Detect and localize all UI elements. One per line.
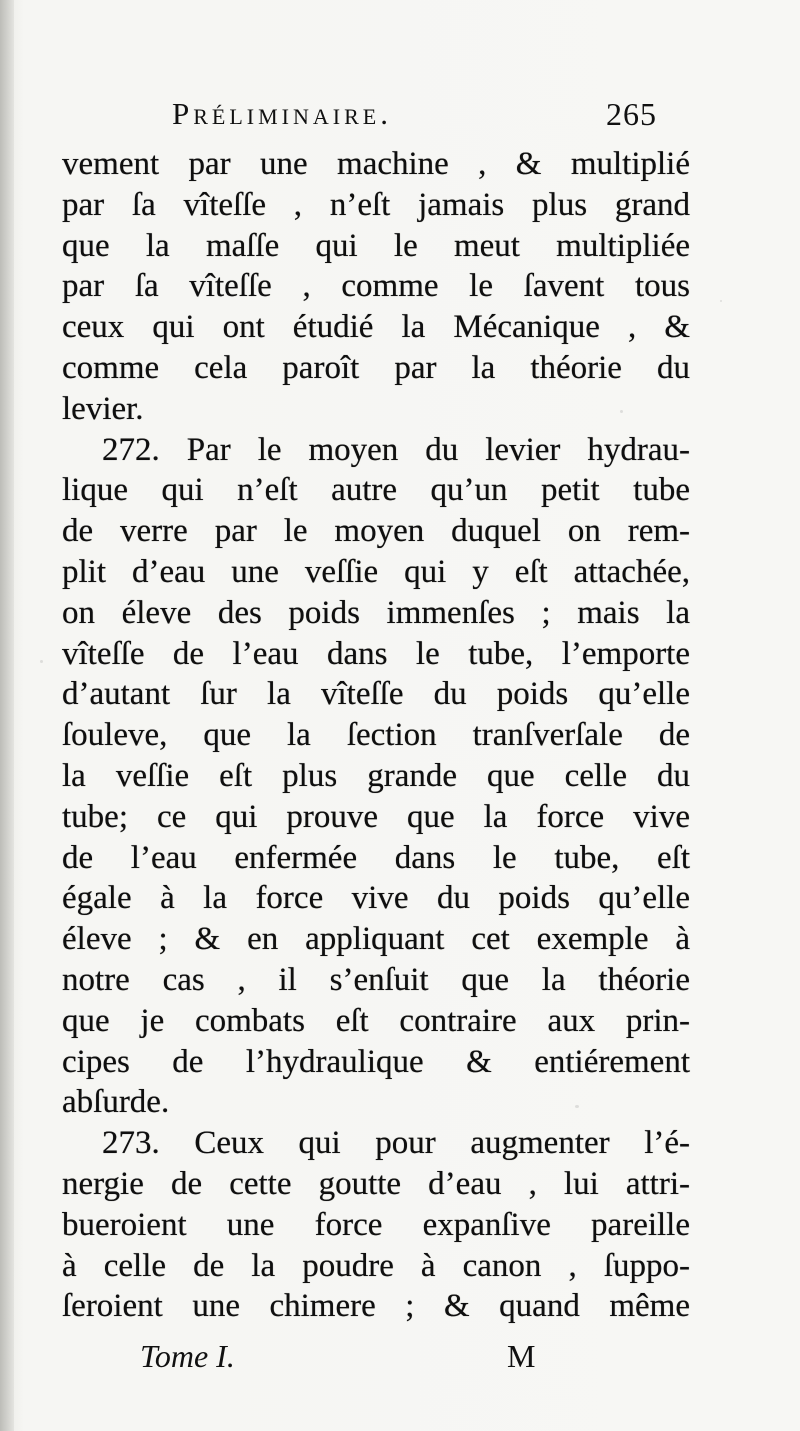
- paragraph-272-start: 272. Par le moyen du levier hydrau-: [102, 431, 690, 468]
- paragraph-273-start: 273. Ceux qui pour augmenter l’é-: [102, 1125, 690, 1162]
- signature-mark: M: [507, 1338, 536, 1374]
- page-footer: [140, 1338, 580, 1382]
- text-line: cipes de l’hydraulique & entiérement: [62, 1043, 690, 1080]
- text-line: ſeroient une chimere ; & quand même: [62, 1288, 690, 1325]
- paper-speckle: [720, 300, 722, 302]
- text-line: tube; ce qui prouve que la force vive: [62, 798, 690, 835]
- text-line: nergie de cette goutte d’eau , lui attri-: [62, 1165, 690, 1202]
- text-line: comme cela paroît par la théorie du: [62, 349, 690, 386]
- page-number: 265: [606, 96, 657, 132]
- text-line: égale à la force vive du poids qu’elle: [62, 880, 690, 917]
- text-line: par ſa vîteſſe , comme le ſavent tous: [62, 268, 690, 305]
- text-line: d’autant ſur la vîteſſe du poids qu’elle: [62, 676, 690, 713]
- text-line: vîteſſe de l’eau dans le tube, l’emporte: [62, 635, 690, 672]
- text-line: que la maſſe qui le meut multipliée: [62, 227, 690, 264]
- text-line: éleve ; & en appliquant cet exemple à: [62, 921, 690, 958]
- text-line: de l’eau enfermée dans le tube, eſt: [62, 839, 690, 876]
- text-line: abſurde.: [62, 1084, 170, 1121]
- text-line: lique qui n’eſt autre qu’un petit tube: [62, 472, 690, 509]
- text-line: plit d’eau une veſſie qui y eſt attachée,: [62, 553, 690, 590]
- text-line: levier.: [62, 390, 144, 427]
- text-line: vement par une machine , & multiplié: [62, 146, 690, 182]
- text-line: on éleve des poids immenſes ; mais la: [62, 594, 690, 631]
- text-line: bueroient une force expanſive pareille: [62, 1206, 690, 1243]
- page-header: [172, 96, 672, 146]
- text-line: ſouleve, que la ſection tranſverſale de: [62, 717, 690, 754]
- text-line: ceux qui ont étudié la Mécanique , &: [62, 309, 690, 346]
- running-head: Préliminaire.: [172, 96, 392, 131]
- paper-speckle: [620, 410, 623, 413]
- paper-speckle: [575, 1105, 579, 1108]
- text-line: la veſſie eſt plus grande que celle du: [62, 757, 690, 794]
- text-line: à celle de la poudre à canon , ſuppo-: [62, 1247, 690, 1284]
- page-gutter-shadow: [0, 0, 14, 1431]
- text-line: notre cas , il s’enſuit que la théorie: [62, 961, 690, 998]
- volume-label: Tome I.: [140, 1338, 235, 1374]
- body-text: [62, 144, 690, 1327]
- text-line: par ſa vîteſſe , n’eſt jamais plus grand: [62, 186, 690, 223]
- paper-speckle: [40, 660, 43, 663]
- text-line: que je combats eſt contraire aux prin-: [62, 1002, 690, 1039]
- text-line: de verre par le moyen duquel on rem-: [62, 513, 690, 550]
